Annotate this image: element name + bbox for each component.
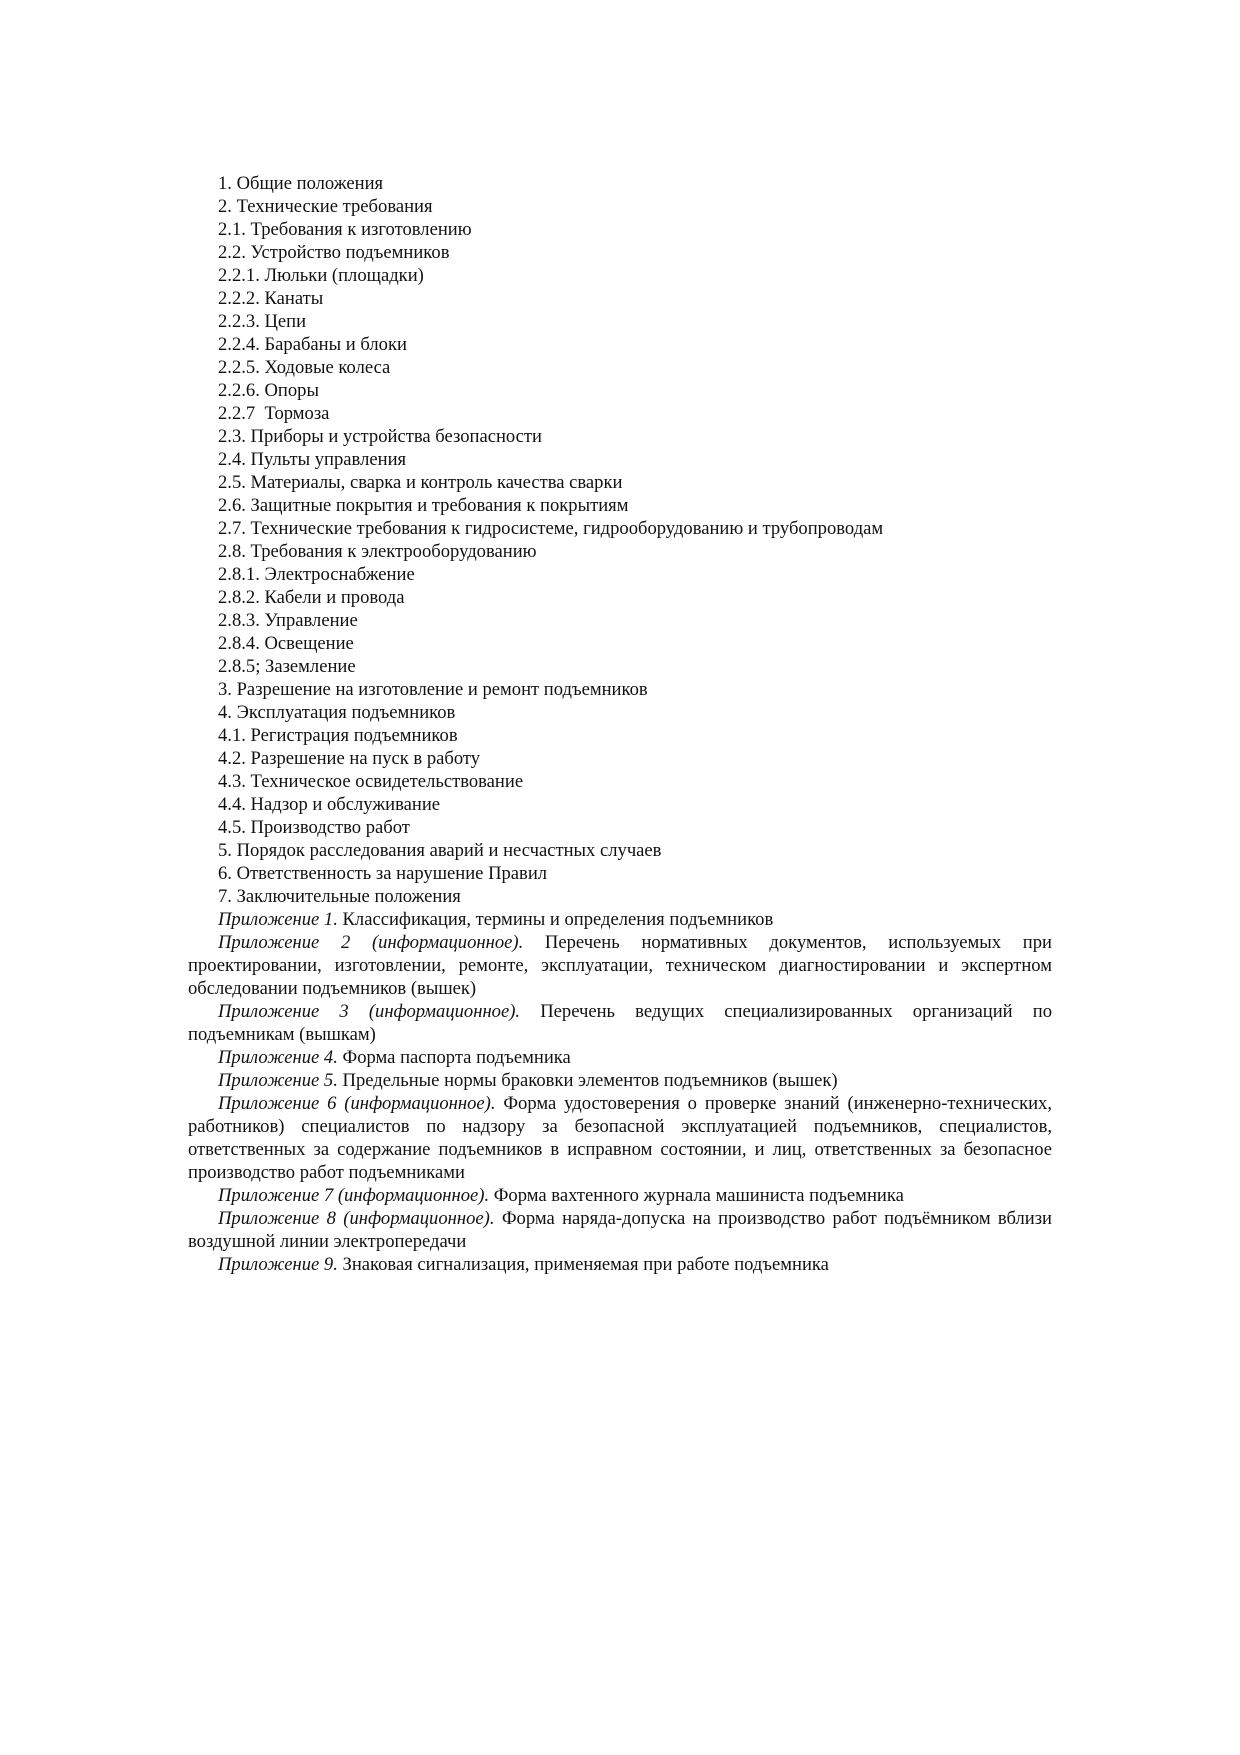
appendix-text: Перечень ведущих специализированных организаций по подъемникам (вышкам)	[188, 1001, 1053, 1045]
appendix-text: Классификация, термины и определения подъемников	[337, 909, 774, 930]
appendix-item	[188, 1069, 1052, 1092]
toc-item: 2.2.2. Канаты	[218, 288, 324, 309]
appendix-text: Форма паспорта подъемника	[337, 1047, 571, 1068]
appendix-label: Приложение 8 (информационное).	[218, 1208, 495, 1229]
table-of-contents	[188, 172, 1052, 1276]
toc-item: 4.2. Разрешение на пуск в работу	[218, 748, 481, 769]
toc-item: 2.8.1. Электроснабжение	[218, 564, 415, 585]
toc-item: 3. Разрешение на изготовление и ремонт подъемников	[218, 679, 648, 700]
toc-item: 2. Технические требования	[218, 196, 433, 217]
toc-item: 4.5. Производство работ	[218, 817, 410, 838]
toc-item: 4.1. Регистрация подъемников	[218, 725, 458, 746]
toc-item: 4. Эксплуатация подъемников	[218, 702, 456, 723]
appendix-text: Форма вахтенного журнала машиниста подъемника	[489, 1185, 904, 1206]
toc-item: 4.4. Надзор и обслуживание	[218, 794, 441, 815]
toc-item: 2.2.1. Люльки (площадки)	[218, 265, 424, 286]
toc-item: 6. Ответственность за нарушение Правил	[218, 863, 548, 884]
toc-item: 7. Заключительные положения	[218, 886, 461, 907]
appendix-label: Приложение 1.	[218, 909, 338, 930]
toc-item: 2.2.6. Опоры	[218, 380, 319, 401]
toc-item: 2.2.7 Тормоза	[218, 403, 330, 424]
appendix-text: Перечень нормативных документов, используемых при проектировании, изготовлении, ремонте, эксплуатации, техническом диагностировании и экспертном обследовании подъемников (вышек)	[188, 932, 1052, 999]
toc-item: 4.3. Техническое освидетельствование	[218, 771, 524, 792]
toc-item: 5. Порядок расследования аварий и несчастных случаев	[218, 840, 662, 861]
appendix-label: Приложение 5.	[218, 1070, 338, 1091]
appendix-label: Приложение 7 (информационное).	[218, 1185, 490, 1206]
toc-item: 2.6. Защитные покрытия и требования к покрытиям	[218, 495, 629, 516]
appendix-item	[188, 1092, 1052, 1184]
appendix-label: Приложение 9.	[218, 1254, 338, 1275]
toc-item: 2.8.3. Управление	[218, 610, 358, 631]
appendix-text: Форма наряда-допуска на производство работ подъёмником вблизи воздушной линии электропередачи	[188, 1208, 1052, 1252]
appendix-item	[188, 931, 1052, 1000]
toc-item: 1. Общие положения	[218, 173, 384, 194]
toc-item: 2.7. Технические требования к гидросистеме, гидрооборудованию и трубопроводам	[218, 518, 884, 539]
appendix-text: Предельные нормы браковки элементов подъемников (вышек)	[337, 1070, 838, 1091]
toc-item: 2.2. Устройство подъемников	[218, 242, 450, 263]
toc-item: 2.8.5; Заземление	[218, 656, 356, 677]
appendix-label: Приложение 3 (информационное).	[218, 1001, 521, 1022]
appendix-item	[188, 1253, 1052, 1276]
appendix-item	[188, 1000, 1052, 1046]
appendix-text: Знаковая сигнализация, применяемая при работе подъемника	[337, 1254, 829, 1275]
toc-item: 2.8. Требования к электрооборудованию	[218, 541, 537, 562]
toc-item: 2.3. Приборы и устройства безопасности	[218, 426, 542, 447]
toc-item: 2.2.3. Цепи	[218, 311, 307, 332]
toc-item: 2.2.5. Ходовые колеса	[218, 357, 391, 378]
toc-item: 2.4. Пульты управления	[218, 449, 407, 470]
appendix-item	[188, 1184, 1052, 1207]
toc-item: 2.8.4. Освещение	[218, 633, 354, 654]
toc-item: 2.1. Требования к изготовлению	[218, 219, 472, 240]
appendices-list	[188, 908, 1052, 1276]
appendix-item	[188, 908, 1052, 931]
appendix-item	[188, 1207, 1052, 1253]
appendix-text: Форма удостоверения о проверке знаний (инженерно-технических, работников) специалистов по надзору за безопасной эксплуатацией подъемников, специалистов, ответственных за содержание подъемников в исправном состоянии, и лиц, ответственных за безопасное производство работ подъемниками	[188, 1093, 1052, 1183]
toc-item: 2.8.2. Кабели и провода	[218, 587, 405, 608]
toc-item: 2.5. Материалы, сварка и контроль качества сварки	[218, 472, 623, 493]
toc-list	[188, 172, 1052, 908]
appendix-item	[188, 1046, 1052, 1069]
appendix-label: Приложение 2 (информационное).	[218, 932, 524, 953]
toc-item: 2.2.4. Барабаны и блоки	[218, 334, 407, 355]
appendix-label: Приложение 4.	[218, 1047, 338, 1068]
appendix-label: Приложение 6 (информационное).	[218, 1093, 496, 1114]
